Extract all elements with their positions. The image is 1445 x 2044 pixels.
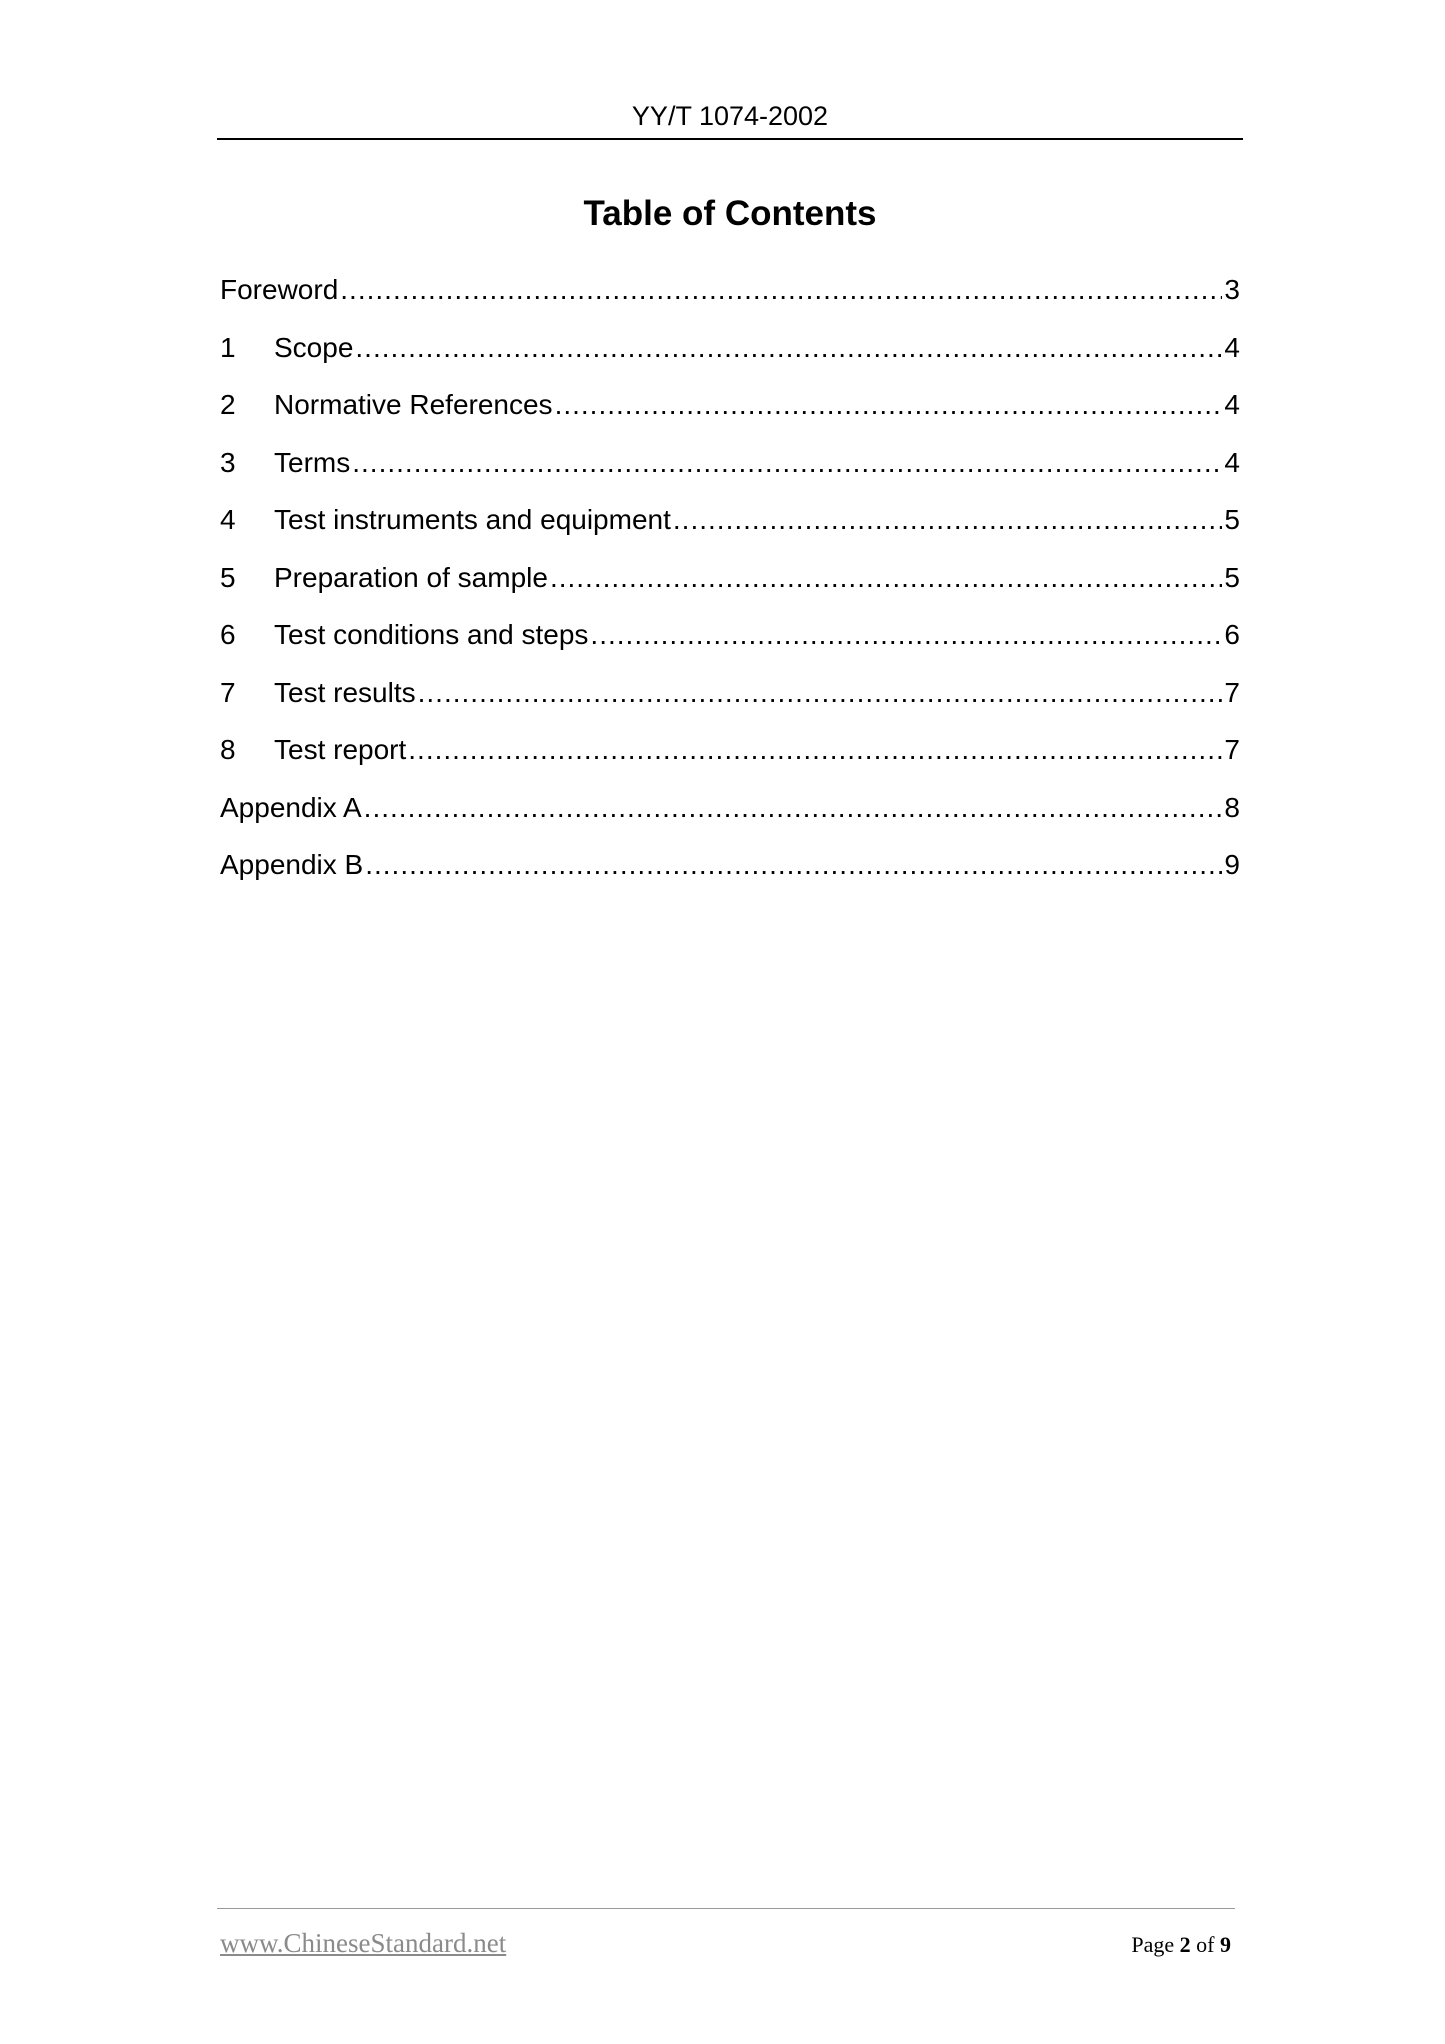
toc-entry-number: 5 bbox=[220, 561, 236, 593]
toc-entry-number: 6 bbox=[220, 619, 236, 650]
toc-entry-label: Test report bbox=[274, 734, 407, 765]
toc-entry-label: Appendix A bbox=[220, 791, 362, 823]
dot-leader bbox=[418, 673, 1223, 713]
toc-entry-label: Test results bbox=[274, 676, 416, 708]
toc-title: Table of Contents bbox=[583, 194, 877, 233]
dot-leader bbox=[550, 558, 1222, 598]
toc-entry-page: 6 bbox=[1224, 619, 1240, 650]
toc-entry-page: 4 bbox=[1224, 446, 1240, 478]
toc-entry-page: 5 bbox=[1224, 561, 1240, 593]
toc-entry-test-report[interactable] bbox=[220, 730, 1240, 788]
table-of-contents bbox=[220, 270, 1240, 903]
toc-entry-appendix-b[interactable] bbox=[220, 845, 1240, 903]
dot-leader bbox=[355, 328, 1222, 368]
toc-entry-number: 8 bbox=[220, 734, 236, 765]
toc-entry-terms[interactable] bbox=[220, 443, 1240, 501]
toc-entry-number: 1 bbox=[220, 331, 236, 363]
toc-entry-page: 8 bbox=[1224, 791, 1240, 823]
toc-entry-number: 7 bbox=[220, 676, 236, 708]
page-counter bbox=[1131, 1932, 1231, 1958]
toc-entry-page: 4 bbox=[1224, 389, 1240, 420]
dot-leader bbox=[590, 615, 1222, 655]
toc-entry-label: Preparation of sample bbox=[274, 561, 548, 593]
toc-entry-page: 4 bbox=[1224, 331, 1240, 363]
toc-entry-label: Scope bbox=[274, 331, 354, 363]
toc-entry-label: Foreword bbox=[220, 274, 339, 305]
page-header bbox=[217, 100, 1243, 140]
toc-entry-test-instruments[interactable] bbox=[220, 500, 1240, 558]
toc-entry-page: 9 bbox=[1224, 849, 1240, 880]
toc-entry-foreword[interactable] bbox=[220, 270, 1240, 328]
toc-entry-page: 7 bbox=[1224, 734, 1240, 765]
toc-entry-preparation-of-sample[interactable] bbox=[220, 558, 1240, 616]
dot-leader bbox=[365, 845, 1222, 885]
dot-leader bbox=[673, 500, 1223, 540]
footer-divider bbox=[217, 1908, 1235, 1909]
toc-entry-normative-references[interactable] bbox=[220, 385, 1240, 443]
dot-leader bbox=[352, 443, 1222, 483]
toc-entry-test-conditions[interactable] bbox=[220, 615, 1240, 673]
toc-entry-number: 4 bbox=[220, 504, 236, 535]
dot-leader bbox=[555, 385, 1223, 425]
toc-entry-page: 7 bbox=[1224, 676, 1240, 708]
toc-entry-appendix-a[interactable] bbox=[220, 788, 1240, 846]
dot-leader bbox=[364, 788, 1223, 828]
toc-entry-scope[interactable] bbox=[220, 328, 1240, 386]
page-word: Page bbox=[1131, 1932, 1175, 1957]
current-page-number: 2 bbox=[1179, 1932, 1191, 1957]
website-link[interactable]: www.ChineseStandard.net bbox=[220, 1928, 507, 1958]
toc-entry-label: Test conditions and steps bbox=[274, 619, 589, 650]
standard-code: YY/T 1074-2002 bbox=[631, 101, 829, 131]
of-word: of bbox=[1196, 1932, 1215, 1957]
toc-entry-test-results[interactable] bbox=[220, 673, 1240, 731]
dot-leader bbox=[340, 270, 1222, 310]
toc-entry-label: Normative References bbox=[274, 389, 553, 420]
dot-leader bbox=[408, 730, 1222, 770]
toc-entry-label: Terms bbox=[274, 446, 351, 478]
toc-entry-page: 3 bbox=[1224, 274, 1240, 305]
toc-entry-number: 2 bbox=[220, 389, 236, 420]
total-pages-number: 9 bbox=[1220, 1932, 1231, 1957]
toc-entry-label: Test instruments and equipment bbox=[274, 504, 671, 535]
toc-entry-page: 5 bbox=[1224, 504, 1240, 535]
toc-entry-label: Appendix B bbox=[220, 849, 364, 880]
toc-entry-number: 3 bbox=[220, 446, 236, 478]
